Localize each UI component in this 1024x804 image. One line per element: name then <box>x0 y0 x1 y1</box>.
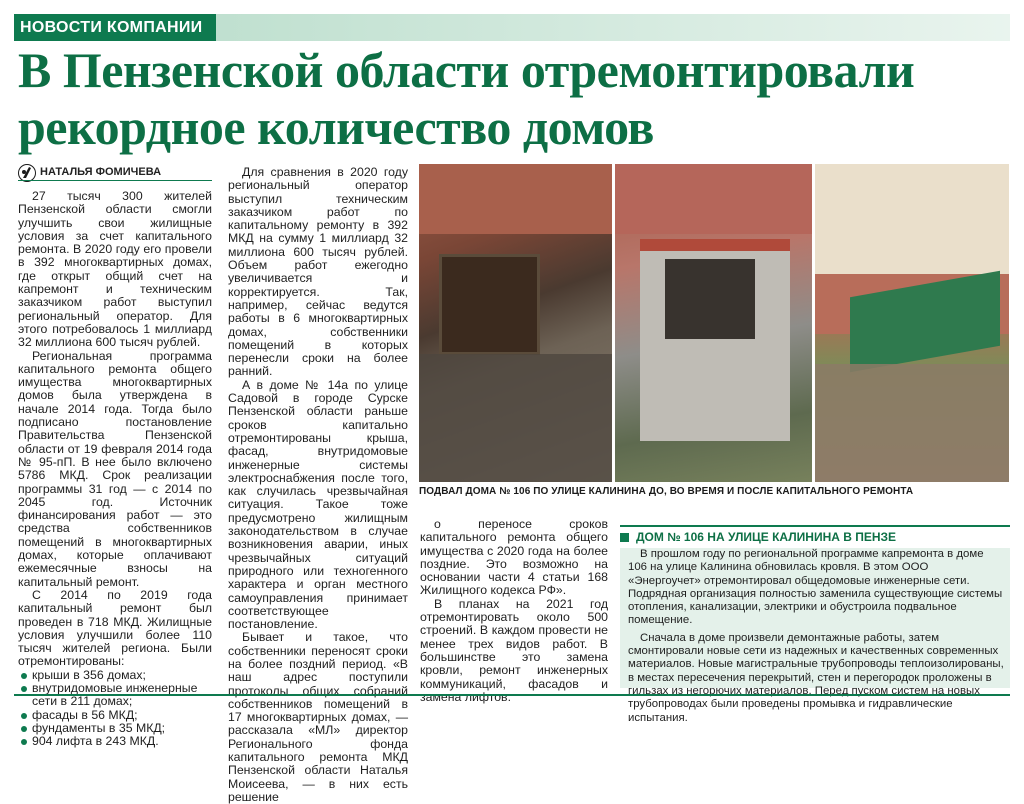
section-bar <box>14 14 1010 41</box>
sidebar-box <box>620 548 1010 724</box>
article-headline: В Пензенской области отремонтировали рекордное количество домов <box>18 42 915 155</box>
list-item: фасады в 56 МКД; <box>18 709 212 722</box>
sidebar-text <box>628 548 1004 725</box>
article-column-3 <box>420 518 608 704</box>
paragraph: Для сравнения в 2020 году региональный оператор выступил техническим заказчиком работ по капитальному ремонту в 392 МКД на сумму 1 миллиард 32 миллиона 600 тысяч рублей. Объем работ ежегодно увеличивается и корректируется. Так, например, сейчас ведутся работы в 6 многоквартирных домах, собственники помещений в которых перенесли сроки на более ранний. <box>228 165 408 379</box>
paragraph: В планах на 2021 год отремонтировать около 500 строений. В каждом провести не менее трех видов работ. В большинстве это замена кровли, ремонт инженерных коммуникаций, фасадов и замена лифтов. <box>420 596 608 704</box>
repairs-list <box>18 669 212 749</box>
author-name: НАТАЛЬЯ ФОМИЧЕВА <box>40 166 162 178</box>
byline-divider <box>18 180 212 181</box>
list-item: фундаменты в 35 МКД; <box>18 722 212 735</box>
paragraph: С 2014 по 2019 года капитальный ремонт был проведен в 718 МКД. Жилищные условия улучшили более 110 тысяч жителей региона. Были отремонтированы: <box>18 587 212 669</box>
list-item: 904 лифта в 243 МКД. <box>18 735 212 748</box>
photo-during <box>615 164 812 482</box>
basement-photos <box>419 164 1009 482</box>
paragraph: 27 тысяч 300 жителей Пензенской области смогли улучшить свои жилищные условия за счет капитального ремонта. В 2020 году его провели в 392 многоквартирных домах, где открыт общий счет на капремонт и техническим заказчиком работ выступил региональный оператор. Для этого потребовалось 1 миллиард 32 миллиона 600 тысяч рублей. <box>18 189 212 350</box>
paragraph: Бывает и такое, что собственники переносят сроки на более поздний период. «В наш адрес поступили протоколы общих собраний собственников помещений в 17 многоквартирных домах, — рассказала «МЛ» директор Регионального фонда капитального ремонта МКД Пензенской области Наталья Моисеева, — в них есть решение <box>228 630 408 804</box>
list-item: крыши в 356 домах; <box>18 669 212 682</box>
paragraph: Сначала в доме произвели демонтажные работы, затем смонтировали новые сети из надежных и качественных современных материалов. Новые магистральные трубопроводы теплоизолированы, в местах пересечения перекрытий, стен и перегородок проложены в гильзах из негорючих материалов. Перед пуском систем на новых трубопроводах были проведены промывка и гидравлические испытания. <box>628 631 1004 724</box>
bottom-divider <box>14 694 1010 696</box>
paragraph: Региональная программа капитального ремонта общего имущества многоквартирных домов была утверждена в начале 2014 года. Тогда было подписано постановление Правительства Пензенской области от 19 февраля 2014 года № 95-пП. В нее было включено 5786 МКД. Срок реализации программы 31 год — с 2014 по 2045 год. Источник финансирования работ — это средства собственников помещений в многоквартирных домах, которые оплачивают ежемесячные взносы на капитальный ремонт. <box>18 348 212 589</box>
article-column-1 <box>18 190 212 748</box>
paragraph: А в доме № 14а по улице Садовой в городе Сурске Пензенской области раньше сроков капитально отремонтированы крыша, фасад, внутридомовые инженерные системы электроснабжения после того, как случилась чрезвычайная ситуация. Такое тоже предусмотрено жилищным законодательством в случае возникновения аварии, иных чрезвычайных ситуаций природного или техногенного характера и орган местного самоуправления принимает соответствующее постановление. <box>228 377 408 632</box>
square-marker-icon <box>620 533 629 542</box>
paragraph: В прошлом году по региональной программе капремонта в доме 106 на улице Калинина обновилась кровля. В этом ООО «Энергоучет» отремонтировал общедомовые инженерные сети. Подрядная организация полностью заменила существующие системы отопления, канализации, электрики и обустроила подвальное помещение. <box>628 548 1003 627</box>
photo-caption: ПОДВАЛ ДОМА № 106 ПО УЛИЦЕ КАЛИНИНА ДО, ВО ВРЕМЯ И ПОСЛЕ КАПИТАЛЬНОГО РЕМОНТА <box>419 486 914 497</box>
photo-after <box>815 164 1009 482</box>
sidebar-title <box>620 525 1010 547</box>
sidebar-heading: ДОМ № 106 НА УЛИЦЕ КАЛИНИНА В ПЕНЗЕ <box>636 530 897 544</box>
section-label: НОВОСТИ КОМПАНИИ <box>14 14 216 41</box>
photo-before <box>419 164 612 482</box>
list-item: внутридомовые инженерные сети в 211 домах; <box>18 682 212 709</box>
paragraph: о переносе сроков капитального ремонта общего имущества с 2020 года на более поздние. Это возможно на основании части 4 статьи 168 Жилищного кодекса РФ». <box>420 517 608 598</box>
article-column-2 <box>228 166 408 804</box>
